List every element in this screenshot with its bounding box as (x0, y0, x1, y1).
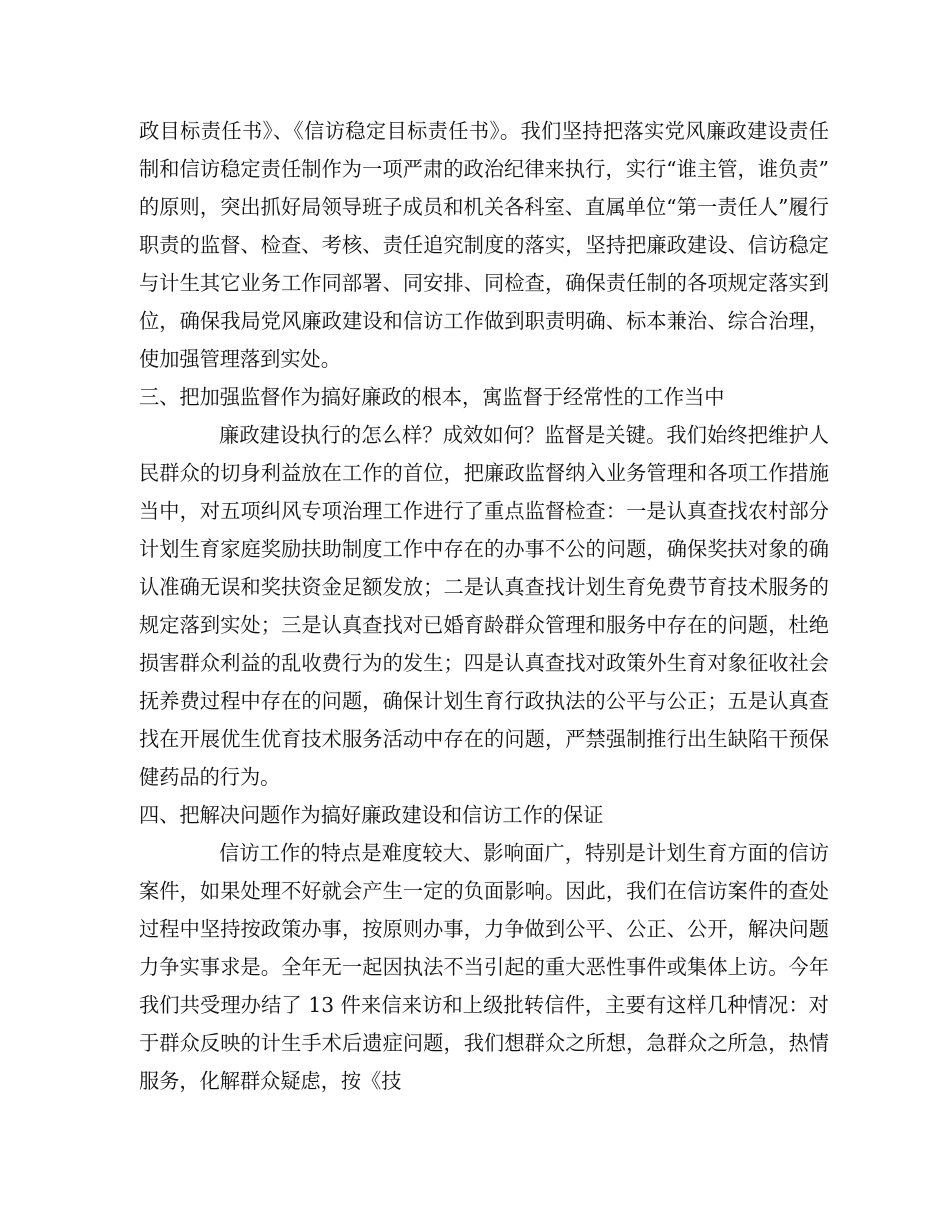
section-heading-3: 三、把加强监督作为搞好廉政的根本，寓监督于经常性的工作当中 (139, 385, 725, 409)
paragraph-continued: 政目标责任书》、《信访稳定目标责任书》。我们坚持把落实党风廉政建设责任制和信访稳定责任制作为一项严肃的政治纪律来执行，实行“谁主管，谁负责”的原则，突出抓好局领导班子成员和机关各科室、直属单位“第一责任人”履行职责的监督、检查、考核、责任追究制度的落实，坚持把廉政建设、信访稳定与计生其它业务工作同部署、同安排、同检查，确保责任制的各项规定落实到位，确保我局党风廉政建设和信访工作做到职责明确、标本兼治、综合治理，使加强管理落到实处。 (139, 119, 829, 371)
paragraph-section-4: 信访工作的特点是难度较大、影响面广，特别是计划生育方面的信访案件，如果处理不好就会产生一定的负面影响。因此，我们在信访案件的查处过程中坚持按政策办事，按原则办事，力争做到公平、公正、公开，解决问题力争实事求是。全年无一起因执法不当引起的重大恶性事件或集体上访。今年我们共受理办结了 13 件来信来访和上级批转信件，主要有这样几种情况：对于群众反映的计生手术后遗症问题，我们想群众之所想，急群众之所急，热情服务，化解群众疑虑，按《技 (139, 841, 829, 1093)
section-heading-4: 四、把解决问题作为搞好廉政建设和信访工作的保证 (139, 803, 604, 827)
document-body (139, 112, 829, 1100)
paragraph-section-3: 廉政建设执行的怎么样？成效如何？监督是关键。我们始终把维护人民群众的切身利益放在工作的首位，把廉政监督纳入业务管理和各项工作措施当中，对五项纠风专项治理工作进行了重点监督检查：一是认真查找农村部分计划生育家庭奖励扶助制度工作中存在的办事不公的问题，确保奖扶对象的确认准确无误和奖扶资金足额发放；二是认真查找计划生育免费节育技术服务的规定落到实处；三是认真查找对已婚育龄群众管理和服务中存在的问题，杜绝损害群众利益的乱收费行为的发生；四是认真查找对政策外生育对象征收社会抚养费过程中存在的问题，确保计划生育行政执法的公平与公正；五是认真查找在开展优生优育技术服务活动中存在的问题，严禁强制推行出生缺陷干预保健药品的行为。 (139, 423, 829, 789)
